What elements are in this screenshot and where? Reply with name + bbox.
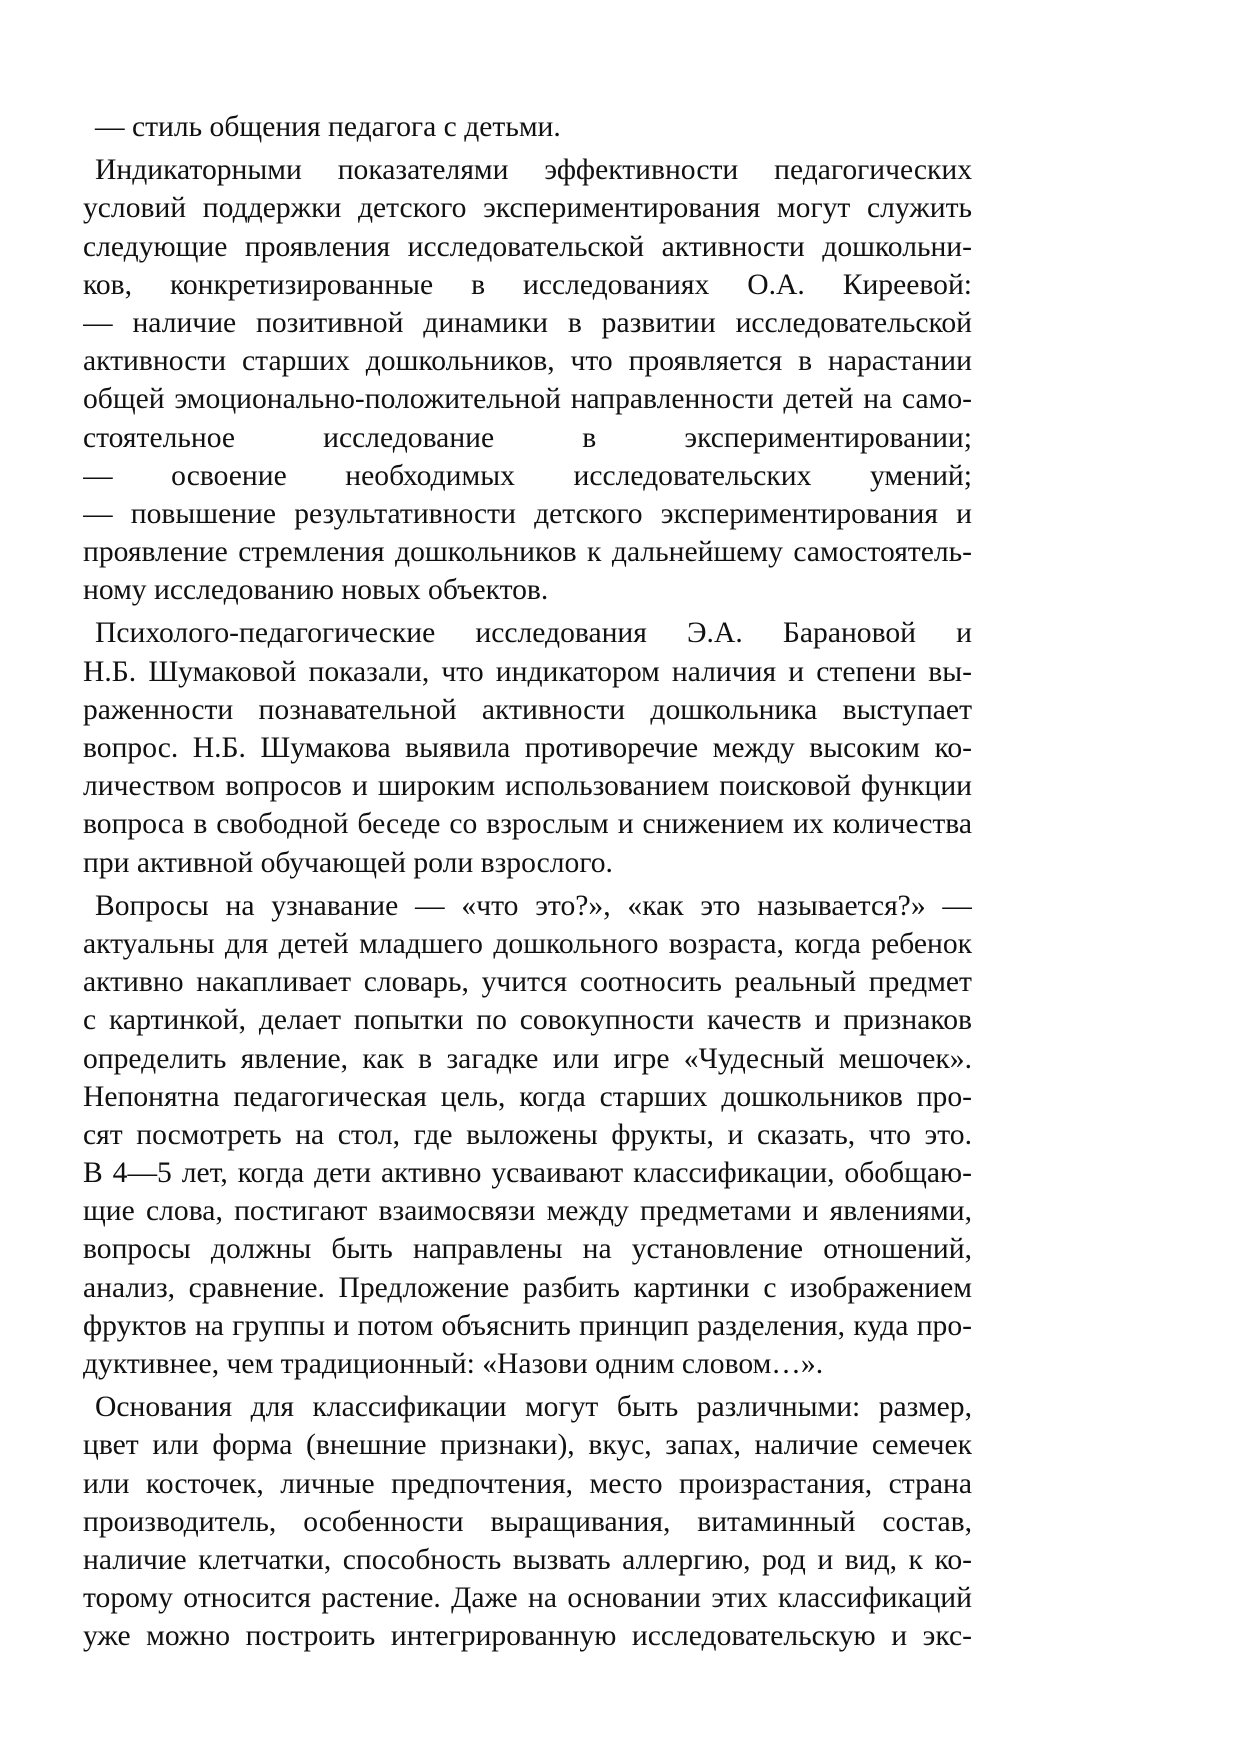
text-line: проявление стремления дошкольников к дальнейшему самостоятель- — [83, 536, 972, 569]
text-line: Индикаторными показателями эффективности педагогических — [95, 154, 972, 187]
text-line: с картинкой, делает попытки по совокупности качеств и признаков — [83, 1004, 972, 1037]
text-line: раженности познавательной активности дошкольника выступает — [83, 693, 972, 726]
text-line: активности старших дошкольников, что проявляется в нарастании — [83, 345, 972, 378]
text-line: Вопросы на узнавание — «что это?», «как это называется?» — — [95, 889, 972, 922]
text-line: — наличие позитивной динамики в развитии исследовательской — [83, 306, 972, 339]
text-line: или косточек, личные предпочтения, место произрастания, страна — [83, 1467, 972, 1500]
text-line: ков, конкретизированные в исследованиях О.А. Киреевой: — [83, 268, 972, 301]
text-line: ному исследованию новых объектов. — [83, 574, 549, 607]
paragraph — [83, 1388, 972, 1655]
paragraph — [83, 151, 972, 609]
text-line: сят посмотреть на стол, где выложены фрукты, и сказать, что это. — [83, 1118, 972, 1151]
text-line: общей эмоционально-положительной направленности детей на само- — [83, 383, 972, 416]
text-line: цвет или форма (внешние признаки), вкус, запах, наличие семечек — [83, 1429, 972, 1462]
text-line: торому относится растение. Даже на основании этих классификаций — [83, 1582, 972, 1615]
text-line: вопроса в свободной беседе со взрослым и снижением их количества — [83, 808, 972, 841]
paragraph — [83, 108, 972, 146]
paragraph — [83, 614, 972, 881]
paragraph — [83, 887, 972, 1383]
text-line: вопросы должны быть направлены на установление отношений, — [83, 1233, 972, 1266]
text-line: наличие клетчатки, способность вызвать аллергию, род и вид, к ко- — [83, 1543, 972, 1576]
text-line: — стиль общения педагога с детьми. — [95, 111, 561, 143]
text-line: определить явление, как в загадке или игре «Чудесный мешочек». — [83, 1042, 972, 1075]
text-line: вопрос. Н.Б. Шумакова выявила противоречие между высоким ко- — [83, 732, 972, 764]
text-line: Психолого-педагогические исследования Э.А. Барановой и — [95, 617, 972, 650]
text-line: — освоение необходимых исследовательских умений; — [83, 459, 972, 492]
text-line: производитель, особенности выращивания, витаминный состав, — [83, 1505, 972, 1538]
text-line: В 4—5 лет, когда дети активно усваивают классификации, обобщаю- — [83, 1157, 972, 1190]
text-line: анализ, сравнение. Предложение разбить картинки с изображением — [83, 1271, 972, 1304]
text-line: Н.Б. Шумаковой показали, что индикатором наличия и степени вы- — [83, 655, 972, 688]
text-line: щие слова, постигают взаимосвязи между предметами и явлениями, — [83, 1195, 972, 1228]
text-line: условий поддержки детского экспериментирования могут служить — [83, 192, 972, 225]
text-line: активно накапливает словарь, учится соотносить реальный предмет — [83, 966, 972, 999]
text-line: следующие проявления исследовательской активности дошкольни- — [83, 230, 972, 263]
text-line: актуальны для детей младшего дошкольного возраста, когда ребенок — [83, 927, 972, 960]
text-line: Основания для классификации могут быть различными: размер, — [95, 1391, 972, 1424]
text-line: стоятельное исследование в экспериментировании; — [83, 421, 972, 454]
body-text — [83, 108, 972, 1661]
text-line: личеством вопросов и широким использованием поисковой функции — [83, 770, 972, 803]
text-line: — повышение результативности детского экспериментирования и — [83, 497, 972, 530]
text-line: дуктивнее, чем традиционный: «Назови одним словом…». — [83, 1348, 824, 1380]
text-line: Непонятна педагогическая цель, когда старших дошкольников про- — [83, 1080, 972, 1113]
text-line: при активной обучающей роли взрослого. — [83, 846, 613, 879]
text-line: фруктов на группы и потом объяснить принцип разделения, куда про- — [83, 1309, 972, 1342]
text-line: уже можно построить интегрированную исследовательскую и экс- — [83, 1620, 972, 1653]
